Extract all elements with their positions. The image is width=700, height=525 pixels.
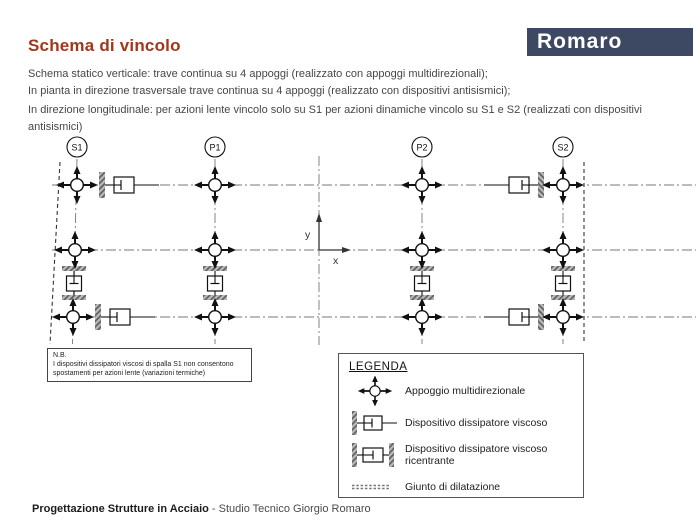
multidirectional-support [194, 166, 236, 204]
expansion-joint-icon [349, 472, 405, 502]
svg-text:P1: P1 [209, 142, 221, 153]
viscous-dissipator-S2-row3 [484, 304, 544, 330]
intro-line-1: Schema statico verticale: trave continua su 4 appoggi (realizzato con appoggi multidirezionali); [28, 68, 488, 80]
viscous-dissipator-icon [349, 408, 405, 438]
multidirectional-support [542, 166, 584, 204]
romaro-logo [527, 28, 693, 56]
viscous-dissipator-S2-row1 [484, 172, 544, 198]
legend-item-label: Giunto di dilatazione [405, 480, 501, 493]
legend-box [338, 353, 584, 498]
recentering-dissipator-S2 [551, 266, 575, 300]
viscous-dissipator-S1-row3 [95, 304, 155, 330]
viscous-dissipator-S1-row1 [99, 172, 159, 198]
y-axis-label: y [305, 229, 311, 241]
nb-note-box [47, 348, 252, 382]
svg-text:S1: S1 [71, 142, 83, 153]
column-label-P1 [205, 137, 225, 157]
legend-item-expansion-joint [349, 472, 583, 501]
multidirectional-support [401, 298, 443, 336]
legend-item-recentering-viscous-dissipator [349, 440, 583, 469]
intro-line-3: In direzione longitudinale: per azioni lente vincolo solo su S1 per azioni dinamiche vincolo su S1 e S2 (realizzati con dispositivi antisismici) [28, 104, 642, 133]
multidirectional-support [542, 231, 584, 269]
recentering-dissipator-P1 [203, 266, 227, 300]
legend-item-label: Dispositivo dissipatore viscoso ricentrante [405, 442, 548, 467]
svg-text:S2: S2 [557, 142, 569, 153]
recentering-viscous-dissipator-icon [349, 440, 405, 470]
nb-note-body: I dispositivi dissipatori viscosi di spalla S1 non consentono spostamenti per azioni lente (variazioni termiche) [53, 361, 234, 377]
x-axis-arrow-icon [342, 247, 351, 253]
nb-note-title: N.B. [53, 352, 67, 359]
svg-text:P2: P2 [416, 142, 428, 153]
column-label-S2 [553, 137, 573, 157]
legend-item-label: Dispositivo dissipatore viscoso [405, 416, 548, 429]
footer-regular-text: - Studio Tecnico Giorgio Romaro [208, 503, 371, 515]
legend-item-label: Appoggio multidirezionale [405, 384, 526, 397]
y-axis-arrow-icon [316, 213, 322, 222]
column-label-S1 [67, 137, 87, 157]
romaro-logo-text: Romaro [537, 30, 623, 53]
multidirectional-support [54, 231, 96, 269]
recentering-dissipator-S1 [62, 266, 86, 300]
legend-title: LEGENDA [349, 361, 408, 373]
multidirectional-support [56, 166, 98, 204]
multidirectional-support [401, 231, 443, 269]
legend-item-multidirectional-support [349, 376, 583, 405]
footer [32, 503, 371, 515]
legend-item-viscous-dissipator [349, 408, 583, 437]
multidirectional-support [52, 298, 94, 336]
intro-line-2: In pianta in direzione trasversale trave continua su 4 appoggi (realizzato con dispositivi antisismici); [28, 85, 511, 97]
structural-plan-diagram [0, 133, 700, 348]
page-title: Schema di vincolo [28, 36, 181, 55]
recentering-dissipator-P2 [410, 266, 434, 300]
column-label-P2 [412, 137, 432, 157]
multidirectional-support [401, 166, 443, 204]
x-axis-label: x [333, 255, 339, 267]
coordinate-axes [305, 213, 351, 267]
intro-paragraph [28, 66, 668, 136]
multidirectional-support [194, 298, 236, 336]
footer-bold-text: Progettazione Strutture in Acciaio [32, 503, 209, 515]
multidirectional-support [542, 298, 584, 336]
multidirectional-support-icon [349, 376, 405, 406]
multidirectional-support [194, 231, 236, 269]
